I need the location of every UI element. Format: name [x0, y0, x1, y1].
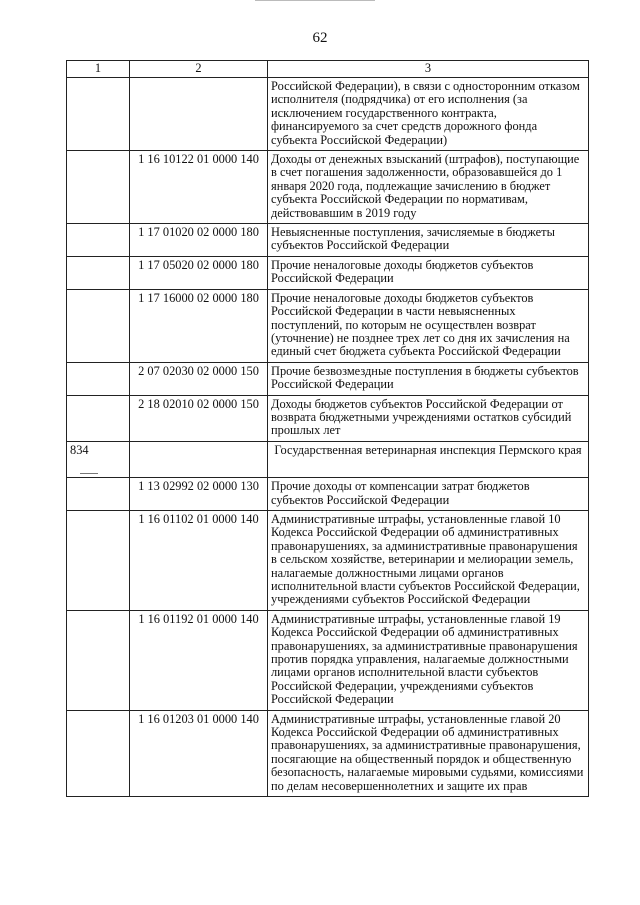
description-cell: Прочие доходы от компенсации затрат бюджетов субъектов Российской Федерации [268, 478, 589, 511]
code-cell: 1 17 16000 02 0000 180 [130, 289, 268, 362]
column-header-code: 2 [130, 61, 268, 78]
description-cell: Административные штрафы, установленные главой 10 Кодекса Российской Федерации об административных правонарушениях, за административные правонарушения в сельском хозяйстве, ветеринарии и мелиорации земель, налагаемые должностными лицами органов исполнительной власти субъектов Российской Федерации, учреждениями субъектов Российской Федерации [268, 510, 589, 610]
table-row [67, 610, 589, 710]
code-cell [130, 78, 268, 151]
admin-cell [67, 710, 130, 796]
table-header-row [67, 61, 589, 78]
description-cell: Прочие неналоговые доходы бюджетов субъектов Российской Федерации [268, 256, 589, 289]
admin-cell [67, 256, 130, 289]
admin-cell [67, 610, 130, 710]
table-row [67, 710, 589, 796]
description-cell: Административные штрафы, установленные главой 19 Кодекса Российской Федерации об административных правонарушениях, за административные правонарушения против порядка управления, налагаемые должностными лицами органов исполнительной власти субъектов Российской Федерации, учреждениями субъектов Российской Федерации [268, 610, 589, 710]
admin-cell [67, 510, 130, 610]
code-cell: 1 17 05020 02 0000 180 [130, 256, 268, 289]
table-row [67, 362, 589, 395]
administrator-name-cell: Государственная ветеринарная инспекция Пермского края [268, 441, 589, 477]
table-row [67, 78, 589, 151]
table-row [67, 478, 589, 511]
admin-cell [67, 78, 130, 151]
admin-cell [67, 395, 130, 441]
revenue-codes-table [66, 60, 589, 797]
description-cell: Доходы бюджетов субъектов Российской Федерации от возврата бюджетными учреждениями остатков субсидий прошлых лет [268, 395, 589, 441]
code-cell: 1 17 01020 02 0000 180 [130, 224, 268, 257]
dash-mark [80, 473, 98, 474]
code-cell: 1 13 02992 02 0000 130 [130, 478, 268, 511]
column-header-description: 3 [268, 61, 589, 78]
page-number: 62 [312, 30, 328, 46]
description-cell: Невыясненные поступления, зачисляемые в бюджеты субъектов Российской Федерации [268, 224, 589, 257]
code-cell: 2 07 02030 02 0000 150 [130, 362, 268, 395]
code-cell: 1 16 10122 01 0000 140 [130, 151, 268, 224]
description-cell: Административные штрафы, установленные главой 20 Кодекса Российской Федерации об административных правонарушениях, за административные правонарушения, посягающие на общественный порядок и общественную безопасность, налагаемые мировыми судьями, комиссиями по делам несовершеннолетних и защите их прав [268, 710, 589, 796]
admin-cell [67, 289, 130, 362]
code-cell [130, 441, 268, 477]
admin-cell [67, 151, 130, 224]
description-cell: Российской Федерации), в связи с односторонним отказом исполнителя (подрядчика) от его исполнения (за исключением государственного контракта, финансируемого за счет средств дорожного фонда субъекта Российской Федерации) [268, 78, 589, 151]
table-row [67, 224, 589, 257]
code-cell: 2 18 02010 02 0000 150 [130, 395, 268, 441]
table-row [67, 289, 589, 362]
table-row [67, 256, 589, 289]
code-cell: 1 16 01102 01 0000 140 [130, 510, 268, 610]
code-cell: 1 16 01203 01 0000 140 [130, 710, 268, 796]
table-row [67, 395, 589, 441]
admin-cell [67, 362, 130, 395]
top-rule [255, 0, 375, 1]
admin-cell [67, 478, 130, 511]
table-row [67, 151, 589, 224]
description-cell: Прочие неналоговые доходы бюджетов субъектов Российской Федерации в части невыясненных поступлений, по которым не осуществлен возврат (уточнение) не позднее трех лет со дня их зачисления на единый счет бюджета субъекта Российской Федерации [268, 289, 589, 362]
admin-code: 834 [70, 442, 89, 457]
admin-cell [67, 224, 130, 257]
admin-code-cell [67, 441, 130, 477]
table-row-administrator-heading [67, 441, 589, 477]
description-cell: Прочие безвозмездные поступления в бюджеты субъектов Российской Федерации [268, 362, 589, 395]
code-cell: 1 16 01192 01 0000 140 [130, 610, 268, 710]
description-cell: Доходы от денежных взысканий (штрафов), поступающие в счет погашения задолженности, образовавшейся до 1 января 2020 года, подлежащие зачислению в бюджет субъекта Российской Федерации по нормативам, действовавшим в 2019 году [268, 151, 589, 224]
table-row [67, 510, 589, 610]
column-header-admin: 1 [67, 61, 130, 78]
